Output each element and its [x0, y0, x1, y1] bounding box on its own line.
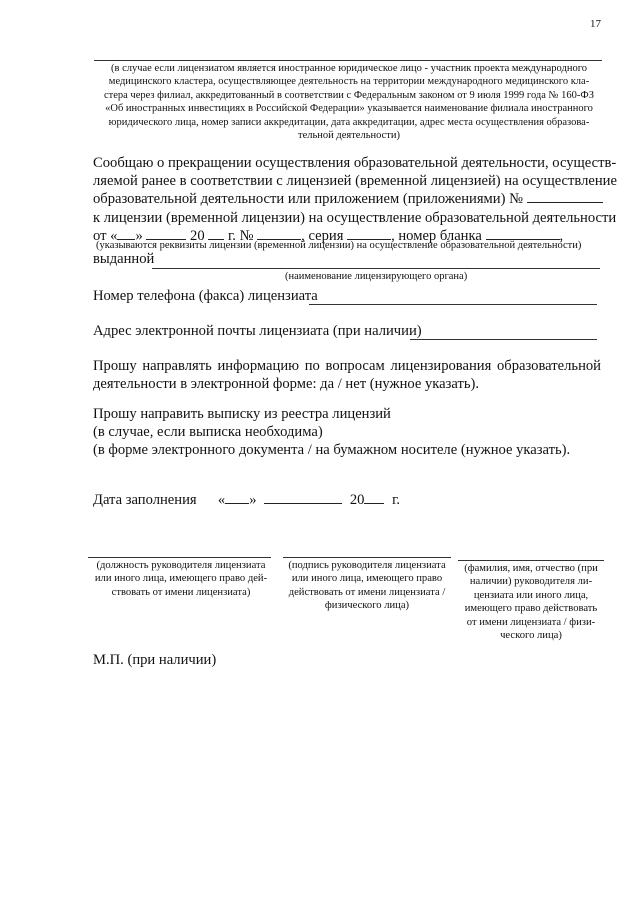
- caption-line: (фамилия, имя, отчество (при: [464, 563, 598, 574]
- close-quote: »: [249, 492, 257, 508]
- termination-line: ляемой ранее в соответствии с лицензией (временной лицензией) на осуществление: [93, 173, 617, 190]
- caption-line: ствовать от имени лицензиата): [111, 586, 251, 598]
- fill-date-label: Дата заполнения: [93, 492, 197, 508]
- form-number-label: , номер бланка: [391, 227, 482, 244]
- caption-line: имеющего право действовать: [464, 603, 598, 615]
- caption-line: действовать от имени лицензиата /: [288, 586, 446, 598]
- termination-paragraph: [93, 154, 617, 245]
- license-number-field[interactable]: [257, 227, 301, 240]
- fill-year-suffix: г.: [392, 492, 401, 508]
- email-label: Адрес электронной почты лицензиата (при наличии): [93, 323, 422, 339]
- caption-line: ческого лица): [500, 630, 562, 642]
- open-quote: «: [217, 492, 226, 508]
- position-field[interactable]: [88, 557, 271, 558]
- license-series-field[interactable]: [347, 227, 391, 240]
- caption-line: от имени лицензиата / физи-: [466, 616, 596, 628]
- note-line: тельной деятельности): [298, 130, 400, 142]
- electronic-info-paragraph: [93, 357, 601, 393]
- extract-request-line: (в форме электронного документа / на бумажном носителе (нужное указать).: [93, 442, 571, 459]
- comma: ,: [559, 227, 564, 244]
- caption-line: (должность руководителя лицензиата: [96, 560, 266, 571]
- foreign-note-line: [94, 60, 602, 61]
- caption-line: (подпись руководителя лицензиата: [288, 560, 446, 571]
- issuer-field[interactable]: [152, 268, 600, 269]
- signature-caption: [278, 559, 456, 613]
- fill-month-field[interactable]: [264, 491, 342, 504]
- license-month-field[interactable]: [146, 227, 186, 240]
- phone-field[interactable]: [309, 304, 597, 305]
- position-caption: [86, 559, 276, 599]
- form-number-field[interactable]: [486, 227, 560, 240]
- seal-note: М.П. (при наличии): [93, 652, 217, 668]
- page-number: 17: [590, 18, 601, 30]
- foreign-entity-note: [94, 62, 604, 142]
- full-name-caption: [455, 562, 607, 642]
- issued-by-label: выданной: [93, 251, 155, 267]
- electronic-info-line: деятельности в электронной форме: да / нет (нужное указать).: [93, 376, 480, 393]
- date-quote: »: [135, 227, 143, 244]
- extract-request-paragraph: [93, 405, 601, 460]
- license-day-field[interactable]: [117, 227, 135, 240]
- note-line: медицинского кластера, осуществляющее деятельность на территории международного медицинского кла-: [108, 76, 590, 88]
- appendix-number-field[interactable]: [527, 190, 603, 203]
- caption-line: или иного лица, имеющего право: [291, 573, 443, 585]
- caption-line: или иного лица, имеющего право дей-: [94, 573, 268, 585]
- issuer-caption: (наименование лицензирующего органа): [285, 271, 468, 282]
- electronic-info-line: Прошу направлять информацию по вопросам лицензирования образовательной: [93, 358, 601, 374]
- caption-line: наличии) руководителя ли-: [469, 576, 593, 588]
- series-label: , серия: [301, 227, 344, 244]
- termination-line: к лицензии (временной лицензии) на осуществление образовательной деятельности: [93, 209, 617, 226]
- signature-field[interactable]: [283, 557, 451, 558]
- extract-request-line: Прошу направить выписку из реестра лицензий: [93, 406, 391, 422]
- extract-request-line: (в случае, если выписка необходима): [93, 424, 323, 441]
- year-prefix: 20: [190, 227, 205, 244]
- license-details-caption: (указываются реквизиты лицензии (временной лицензии) на осуществление образовательной деятельности): [96, 240, 582, 251]
- note-line: «Об иностранных инвестициях в Российской Федерации» указывается наименование филиала иностранного: [105, 103, 593, 115]
- caption-line: физического лица): [324, 600, 410, 612]
- fill-year-field[interactable]: [364, 491, 384, 504]
- caption-line: цензиата или иного лица,: [473, 589, 589, 601]
- fill-year-prefix: 20: [349, 492, 365, 508]
- fill-date: [93, 491, 400, 509]
- note-line: юридического лица, номер записи аккредитации, дата аккредитации, адрес места осуществления образова-: [108, 116, 590, 128]
- termination-line: образовательной деятельности или приложением (приложениями) №: [93, 191, 524, 208]
- full-name-field[interactable]: [458, 560, 604, 561]
- phone-label: Номер телефона (факса) лицензиата: [93, 288, 318, 304]
- license-year-field[interactable]: [208, 227, 224, 240]
- email-field[interactable]: [410, 339, 597, 340]
- date-prefix: от «: [93, 227, 118, 244]
- fill-day-field[interactable]: [225, 491, 249, 504]
- termination-line: Сообщаю о прекращении осуществления образовательной деятельности, осуществ-: [93, 155, 617, 171]
- license-number-label: г. №: [227, 227, 254, 244]
- note-line: стера через филиал, аккредитованный в соответствии с Федеральным законом от 9 июля 1999 года № 160-ФЗ: [103, 89, 594, 101]
- note-line: (в случае если лицензиатом является иностранное юридическое лицо - участник проекта международного: [110, 63, 587, 74]
